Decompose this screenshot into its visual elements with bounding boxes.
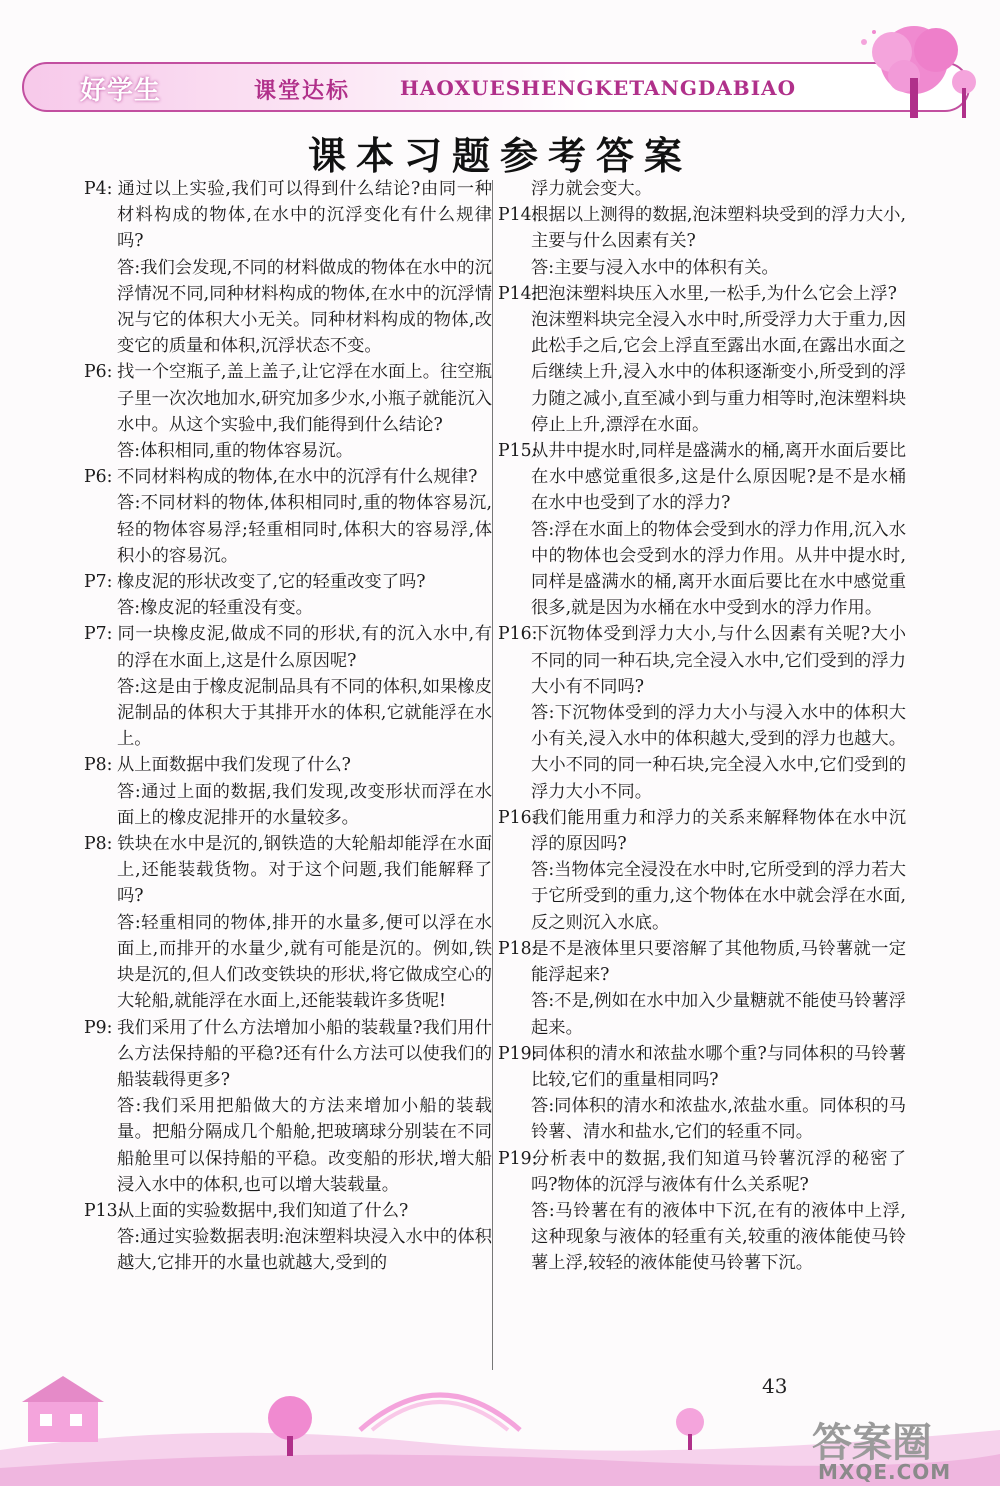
pinyin-label: HAOXUESHENGKETANGDABIAO [400, 76, 796, 100]
series-label: 课堂达标 [254, 79, 351, 104]
page-reference: P15: [498, 441, 538, 462]
answer-text: 答:我们采用把船做大的方法来增加小船的装载量。把船分隔成几个船舱,把玻璃球分别装在不同船舱里可以保持船的平稳。改变船的形状,增大船浸入水中的体积,也可以增大装载量。 [117, 1096, 492, 1195]
question [84, 1198, 492, 1224]
question-text: 从井中提水时,同样是盛满水的桶,离开水面后要比在水中感觉重很多,这是什么原因呢?是不是水桶在水中也受到了水的浮力? [531, 441, 906, 514]
question-text: 根据以上测得的数据,泡沫塑料块受到的浮力大小,主要与什么因素有关? [531, 205, 906, 252]
question-text: 是不是液体里只要溶解了其他物质,马铃薯就一定能浮起来? [531, 938, 906, 986]
page-reference: P18: [498, 938, 538, 959]
qa-item [498, 621, 906, 804]
answer-text: 答:不同材料的物体,体积相同时,重的物体容易沉,轻的物体容易浮;轻重相同时,体积大的容易浮,体积小的容易沉。 [117, 493, 492, 566]
answer-text: 答:主要与浸入水中的体积有关。 [531, 257, 779, 278]
answer-text: 答:下沉物体受到的浮力大小与浸入水中的体积大小有关,浸入水中的体积越大,受到的浮力也越大。大小不同的同一种石块,完全浸入水中,它们受到的浮力大小不同。 [531, 703, 906, 802]
page-reference: P19: [498, 1148, 538, 1169]
question [498, 1146, 906, 1198]
right-column [498, 176, 906, 1277]
page-reference: P7: [84, 572, 113, 593]
question [84, 569, 492, 595]
qa-item [498, 281, 906, 438]
answer-text: 答:浮在水面上的物体会受到水的浮力作用,沉入水中的物体也会受到水的浮力作用。从井中提水时,同样是盛满水的桶,离开水面后要比在水中感觉重很多,就是因为水桶在水中受到水的浮力作用。 [531, 519, 906, 619]
qa-item [84, 621, 492, 752]
question [498, 438, 906, 517]
answer-text: 答:同体积的清水和浓盐水,浓盐水重。同体积的马铃薯、清水和盐水,它们的轻重不同。 [531, 1096, 906, 1143]
question-text: 从上面的实验数据中,我们知道了什么? [117, 1200, 409, 1221]
question [498, 936, 906, 988]
page-reference: P14: [498, 283, 538, 304]
answer-text: 答:轻重相同的物体,排开的水量多,便可以浮在水面上,而排开的水量少,就有可能是沉的。例如,铁块是沉的,但人们改变铁块的形状,将它做成空心的大轮船,就能浮在水面上,还能装载许多货呢! [117, 912, 492, 1012]
qa-item [84, 569, 492, 621]
question [84, 359, 492, 438]
question [84, 621, 492, 673]
page-reference: P7: [84, 624, 113, 645]
question [84, 176, 492, 255]
question [498, 621, 906, 700]
page-reference: P4: [84, 179, 113, 199]
qa-item [84, 752, 492, 831]
page-reference: P16: [498, 624, 538, 645]
qa-item [84, 464, 492, 569]
page-title: 课本习题参考答案 [307, 134, 692, 178]
answer-text: 答:当物体完全浸没在水中时,它所受到的浮力若大于它所受到的重力,这个物体在水中就会浮在水面,反之则沉入水底。 [531, 860, 906, 933]
question [84, 464, 492, 490]
qa-item [498, 1146, 906, 1277]
answer-text: 答:这是由于橡皮泥制品具有不同的体积,如果橡皮泥制品的体积大于其排开水的体积,它就能浮在水上。 [117, 676, 492, 750]
qa-item [84, 359, 492, 464]
answer-text: 答:马铃薯在有的液体中下沉,在有的液体中上浮,这种现象与液体的轻重有关,较重的液体能使马铃薯上浮,较轻的液体能使马铃薯下沉。 [531, 1200, 906, 1274]
page-reference: P19: [498, 1043, 538, 1064]
answer-text: 答:橡皮泥的轻重没有变。 [117, 598, 313, 619]
question-text: 橡皮泥的形状改变了,它的轻重改变了吗? [117, 572, 426, 593]
page-reference: P8: [84, 755, 113, 776]
question-text: 同体积的清水和浓盐水哪个重?与同体积的马铃薯比较,它们的重量相同吗? [531, 1043, 906, 1090]
page-reference: P6: [84, 362, 113, 383]
question-text: 不同材料构成的物体,在水中的沉浮有什么规律? [117, 467, 478, 488]
question-text: 铁块在水中是沉的,钢铁造的大轮船却能浮在水面上,还能装载货物。对于这个问题,我们能解释了吗? [117, 834, 492, 907]
page-reference: P16: [498, 807, 538, 828]
question-text: 通过以上实验,我们可以得到什么结论?由同一种材料构成的物体,在水中的沉浮变化有什么规律吗? [117, 179, 492, 252]
left-column [84, 176, 492, 1277]
page-number: 43 [762, 1374, 788, 1398]
question-text: 下沉物体受到浮力大小,与什么因素有关呢?大小不同的同一种石块,完全浸入水中,它们受到的浮力大小有不同吗? [531, 624, 906, 697]
continuation-text: 浮力就会变大。 [531, 179, 652, 199]
tree-icon [844, 22, 984, 122]
question-text: 分析表中的数据,我们知道马铃薯沉浮的秘密了吗?物体的沉浮与液体有什么关系呢? [531, 1148, 906, 1195]
watermark-url: MXQE.COM [818, 1460, 952, 1484]
answer-text: 答:通过上面的数据,我们发现,改变形状而浮在水面上的橡皮泥排开的水量较多。 [117, 781, 492, 828]
answer-text: 泡沫塑料块完全浸入水中时,所受浮力大于重力,因此松手之后,它会上浮直至露出水面,在露出水面之后继续上升,浸入水中的体积逐渐变小,所受到的浮力随之减小,直至减小到与重力相等时,泡沫塑料块停止上升,漂浮在水面。 [531, 310, 906, 435]
column-divider [492, 180, 493, 1370]
answer-text: 答:我们会发现,不同的材料做成的物体在水中的沉浮情况不同,同种材料构成的物体,在水中的沉浮情况与它的体积大小无关。同种材料构成的物体,改变它的质量和体积,沉浮状态不变。 [117, 257, 492, 357]
question [498, 1041, 906, 1093]
brand-label: 好学生 [80, 76, 162, 106]
question-text: 从上面数据中我们发现了什么? [117, 755, 351, 776]
qa-item [84, 176, 492, 359]
page-reference: P14: [498, 205, 538, 226]
question [84, 752, 492, 778]
qa-item [498, 438, 906, 621]
qa-item [498, 936, 906, 1041]
answer-text: 答:通过实验数据表明:泡沫塑料块浸入水中的体积越大,它排开的水量也就越大,受到的 [117, 1227, 492, 1274]
question [84, 1015, 492, 1094]
qa-item [84, 1015, 492, 1198]
question-text: 同一块橡皮泥,做成不同的形状,有的沉入水中,有的浮在水面上,这是什么原因呢? [117, 624, 492, 671]
page-reference: P6: [84, 467, 113, 488]
page-reference: P13: [84, 1200, 124, 1221]
question-text: 找一个空瓶子,盖上盖子,让它浮在水面上。往空瓶子里一次次地加水,研究加多少水,小瓶子就能沉入水中。从这个实验中,我们能得到什么结论? [117, 362, 492, 435]
header-banner [22, 62, 970, 112]
question [498, 202, 906, 254]
qa-item [498, 805, 906, 936]
question-text: 把泡沫塑料块压入水里,一松手,为什么它会上浮? [531, 283, 897, 304]
question-text: 我们采用了什么方法增加小船的装载量?我们用什么方法保持船的平稳?还有什么方法可以使我们的船装载得更多? [117, 1017, 492, 1090]
answer-text: 答:体积相同,重的物体容易沉。 [117, 441, 353, 462]
qa-item [84, 831, 492, 1014]
answer-text: 答:不是,例如在水中加入少量糖就不能使马铃薯浮起来。 [531, 991, 906, 1038]
question [498, 281, 906, 307]
question-text: 我们能用重力和浮力的关系来解释物体在水中沉浮的原因吗? [531, 807, 906, 855]
page-reference: P9: [84, 1017, 113, 1038]
qa-item [84, 1198, 492, 1277]
question [498, 805, 906, 857]
qa-item [498, 1041, 906, 1146]
question [84, 831, 492, 910]
qa-item [498, 202, 906, 281]
page-reference: P8: [84, 834, 113, 855]
watermark-text: 答案圈 [812, 1420, 932, 1466]
